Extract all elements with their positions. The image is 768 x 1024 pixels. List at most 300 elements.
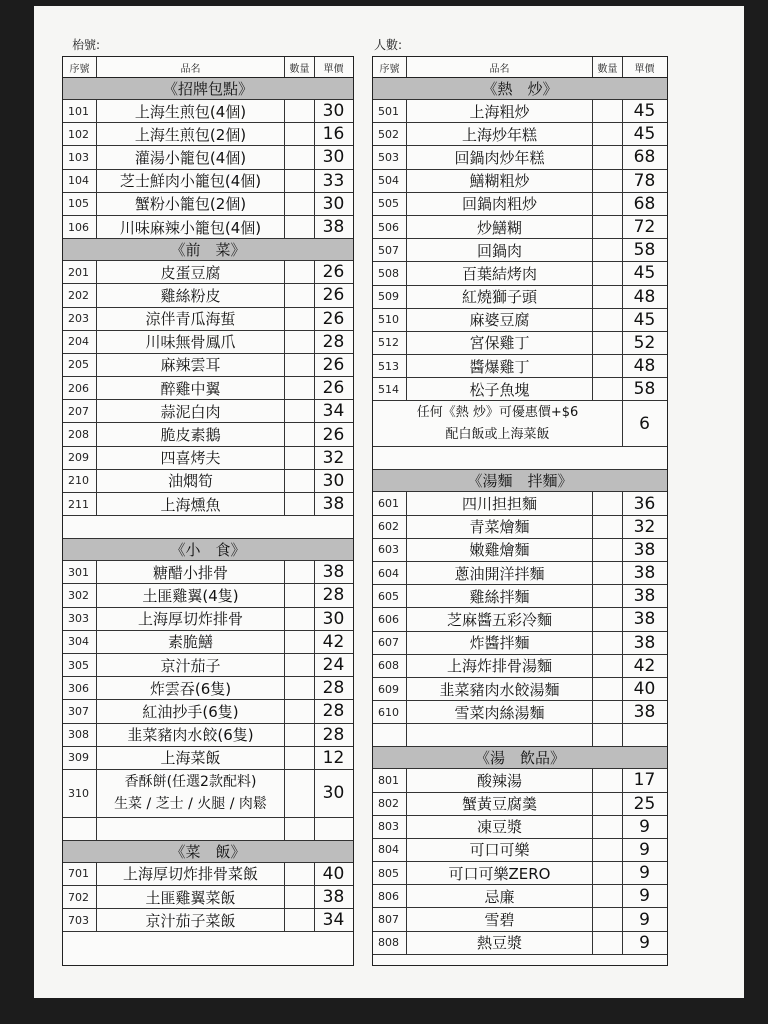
item-number: 204: [63, 331, 97, 353]
item-price: 30: [322, 470, 345, 491]
item-number: 310: [63, 770, 97, 817]
quantity-cell[interactable]: [593, 701, 623, 723]
quantity-cell[interactable]: [285, 608, 315, 630]
item-number: 607: [373, 632, 407, 654]
item-price: 34: [322, 401, 345, 422]
menu-item-row[interactable]: [63, 146, 353, 169]
item-price: 9: [639, 932, 650, 953]
menu-item-row[interactable]: [63, 724, 353, 747]
item-number: 202: [63, 284, 97, 306]
item-price: 40: [322, 863, 345, 884]
item-price: 38: [322, 887, 345, 908]
item-name: 上海粗炒: [407, 100, 593, 122]
quantity-cell[interactable]: [285, 493, 315, 515]
menu-item-row[interactable]: [373, 793, 667, 816]
menu-item-row[interactable]: [63, 447, 353, 470]
quantity-cell[interactable]: [285, 700, 315, 722]
item-price: 40: [633, 679, 656, 700]
item-price: 38: [633, 609, 656, 630]
item-price: 9: [639, 886, 650, 907]
item-number: 806: [373, 885, 407, 907]
item-name: 土匪雞翼菜飯: [97, 886, 285, 908]
item-number: 508: [373, 262, 407, 284]
item-price: 17: [633, 770, 656, 791]
item-name: 炸雲吞(6隻): [97, 677, 285, 699]
item-price: 26: [322, 285, 345, 306]
item-price: 42: [633, 655, 656, 676]
item-name: 土匪雞翼(4隻): [97, 584, 285, 606]
item-price: 45: [633, 309, 656, 330]
menu-item-row[interactable]: [63, 909, 353, 932]
menu-item-row[interactable]: [63, 284, 353, 307]
item-number: 302: [63, 584, 97, 606]
blank-cell: [407, 724, 593, 746]
quantity-cell[interactable]: [593, 793, 623, 815]
quantity-cell[interactable]: [285, 631, 315, 653]
section-title: 《招牌包點》: [63, 78, 353, 100]
menu-item-row[interactable]: [63, 886, 353, 909]
item-name: 川味無骨鳳爪: [97, 331, 285, 353]
item-price: 38: [633, 702, 656, 723]
item-name: 炸醬拌麵: [407, 632, 593, 654]
item-price: 9: [639, 816, 650, 837]
item-number: 203: [63, 308, 97, 330]
menu-item-row[interactable]: [63, 584, 353, 607]
quantity-cell[interactable]: [593, 908, 623, 930]
menu-item-row[interactable]: [373, 701, 667, 724]
menu-item-row[interactable]: [373, 332, 667, 355]
quantity-cell[interactable]: [285, 561, 315, 583]
menu-item-row[interactable]: [373, 492, 667, 515]
blank-cell: [285, 818, 315, 840]
quantity-cell[interactable]: [285, 724, 315, 746]
item-name: 百葉結烤肉: [407, 262, 593, 284]
quantity-cell[interactable]: [593, 492, 623, 514]
blank-cell: [97, 818, 285, 840]
item-name: 四喜烤夫: [97, 447, 285, 469]
quantity-cell[interactable]: [593, 100, 623, 122]
quantity-cell[interactable]: [285, 400, 315, 422]
menu-item-row[interactable]: [373, 655, 667, 678]
item-number: 701: [63, 863, 97, 885]
quantity-cell[interactable]: [285, 170, 315, 192]
menu-item-row[interactable]: [373, 170, 667, 193]
item-price: 24: [322, 655, 345, 676]
item-price: 9: [639, 839, 650, 860]
item-number: 103: [63, 146, 97, 168]
item-number: 303: [63, 608, 97, 630]
item-price: 28: [322, 724, 345, 745]
item-name: 上海厚切炸排骨菜飯: [97, 863, 285, 885]
item-price: 25: [633, 793, 656, 814]
promo-price: 6: [639, 413, 650, 434]
item-number: 301: [63, 561, 97, 583]
quantity-cell[interactable]: [285, 470, 315, 492]
quantity-cell[interactable]: [285, 261, 315, 283]
menu-item-row[interactable]: [373, 562, 667, 585]
column-header-name: 品名: [97, 57, 285, 77]
item-name: 雞絲粉皮: [97, 284, 285, 306]
item-name: 熱豆漿: [407, 932, 593, 954]
item-price: 28: [322, 678, 345, 699]
item-number: 308: [63, 724, 97, 746]
item-number: 702: [63, 886, 97, 908]
item-number: 513: [373, 355, 407, 377]
quantity-cell[interactable]: [285, 193, 315, 215]
quantity-cell[interactable]: [285, 863, 315, 885]
item-name: 雞絲拌麵: [407, 585, 593, 607]
menu-item-row[interactable]: [63, 700, 353, 723]
item-name: 京汁茄子菜飯: [97, 909, 285, 931]
blank-cell: [63, 818, 97, 840]
item-number: 306: [63, 677, 97, 699]
item-name: 上海菜飯: [97, 747, 285, 769]
quantity-cell[interactable]: [593, 378, 623, 400]
item-price: 52: [633, 332, 656, 353]
quantity-cell[interactable]: [593, 655, 623, 677]
item-name: 回鍋肉: [407, 239, 593, 261]
item-price: 68: [633, 147, 656, 168]
column-header-price: 單價: [323, 63, 344, 75]
item-number: 805: [373, 862, 407, 884]
menu-item-row[interactable]: [63, 123, 353, 146]
quantity-cell[interactable]: [593, 862, 623, 884]
menu-item-row[interactable]: [373, 123, 667, 146]
quantity-cell[interactable]: [593, 146, 623, 168]
promo-line2: 配白飯或上海菜飯: [445, 426, 550, 442]
item-price: 30: [322, 147, 345, 168]
left-menu-table: [62, 56, 354, 966]
item-price: 34: [322, 910, 345, 931]
section-title: 《湯麵 拌麵》: [373, 470, 667, 492]
item-number: 205: [63, 354, 97, 376]
menu-item-row[interactable]: [63, 677, 353, 700]
quantity-cell[interactable]: [593, 309, 623, 331]
item-number: 509: [373, 286, 407, 308]
menu-item-row[interactable]: [63, 354, 353, 377]
menu-item-row[interactable]: [63, 100, 353, 123]
menu-item-row[interactable]: [63, 608, 353, 631]
column-header-no: 序號: [373, 57, 407, 77]
quantity-cell[interactable]: [593, 239, 623, 261]
menu-item-row[interactable]: [373, 608, 667, 631]
quantity-cell[interactable]: [593, 585, 623, 607]
quantity-cell[interactable]: [285, 284, 315, 306]
item-number: 207: [63, 400, 97, 422]
menu-item-row[interactable]: [373, 632, 667, 655]
quantity-cell[interactable]: [593, 816, 623, 838]
menu-item-row[interactable]: [373, 193, 667, 216]
item-price: 58: [633, 240, 656, 261]
blank-cell: [373, 724, 407, 746]
menu-item-row[interactable]: [373, 839, 667, 862]
item-number: 506: [373, 216, 407, 238]
menu-order-sheet: [34, 6, 744, 998]
item-number: 514: [373, 378, 407, 400]
blank-cell: [315, 818, 352, 840]
item-name: 芝士鮮肉小籠包(4個): [97, 170, 285, 192]
quantity-cell[interactable]: [285, 677, 315, 699]
quantity-cell[interactable]: [285, 308, 315, 330]
quantity-cell[interactable]: [593, 516, 623, 538]
item-name: 上海炒年糕: [407, 123, 593, 145]
item-name: 鱔糊粗炒: [407, 170, 593, 192]
menu-item-row[interactable]: [373, 816, 667, 839]
quantity-cell[interactable]: [593, 885, 623, 907]
item-price: 45: [633, 101, 656, 122]
people-count-label: 人數:: [374, 38, 403, 52]
item-number: 501: [373, 100, 407, 122]
section-title: 《小 食》: [63, 539, 353, 561]
menu-item-row[interactable]: [63, 400, 353, 423]
promo-line1: 任何《熱 炒》可優惠價+$6: [416, 404, 579, 420]
menu-item-row[interactable]: [63, 216, 353, 239]
item-name: 涼伴青瓜海蜇: [97, 308, 285, 330]
item-number: 808: [373, 932, 407, 954]
item-price: 58: [633, 379, 656, 400]
quantity-cell[interactable]: [593, 678, 623, 700]
column-header-row: [63, 57, 353, 78]
section-title: 《熱 炒》: [373, 78, 667, 100]
item-price: 30: [322, 193, 345, 214]
menu-item-row[interactable]: [63, 261, 353, 284]
quantity-cell[interactable]: [593, 932, 623, 954]
item-number: 102: [63, 123, 97, 145]
item-price: 36: [633, 493, 656, 514]
column-header-price: 單價: [634, 63, 655, 75]
quantity-cell[interactable]: [285, 747, 315, 769]
item-price: 26: [322, 378, 345, 399]
item-price: 38: [633, 539, 656, 560]
item-number: 603: [373, 539, 407, 561]
item-name: 嫩雞燴麵: [407, 539, 593, 561]
menu-item-row[interactable]: [373, 239, 667, 262]
quantity-cell[interactable]: [593, 632, 623, 654]
item-number: 510: [373, 309, 407, 331]
quantity-cell[interactable]: [593, 286, 623, 308]
menu-item-row[interactable]: [63, 377, 353, 400]
item-name: 醉雞中翼: [97, 377, 285, 399]
item-price: 78: [633, 170, 656, 191]
item-price: 28: [322, 331, 345, 352]
item-price: 45: [633, 263, 656, 284]
menu-item-row[interactable]: [373, 516, 667, 539]
menu-item-row[interactable]: [63, 770, 353, 818]
blank-cell: [623, 724, 666, 746]
item-price: 48: [633, 356, 656, 377]
item-number: 610: [373, 701, 407, 723]
menu-item-row[interactable]: [373, 262, 667, 285]
item-price: 30: [322, 101, 345, 122]
item-price: 45: [633, 124, 656, 145]
item-price: 30: [322, 608, 345, 629]
menu-item-row[interactable]: [63, 561, 353, 584]
menu-item-row[interactable]: [373, 378, 667, 401]
item-number: 505: [373, 193, 407, 215]
item-number: 503: [373, 146, 407, 168]
menu-item-row[interactable]: [373, 539, 667, 562]
item-name: 可口可樂: [407, 839, 593, 861]
menu-item-row[interactable]: [373, 585, 667, 608]
menu-item-row[interactable]: [373, 286, 667, 309]
item-name: 川味麻辣小籠包(4個): [97, 216, 285, 238]
item-price: 28: [322, 585, 345, 606]
item-number: 801: [373, 769, 407, 791]
item-name: 麻辣雲耳: [97, 354, 285, 376]
item-number: 309: [63, 747, 97, 769]
menu-item-row[interactable]: [63, 631, 353, 654]
quantity-cell[interactable]: [285, 584, 315, 606]
item-number: 101: [63, 100, 97, 122]
item-name: 宮保雞丁: [407, 332, 593, 354]
menu-item-row[interactable]: [373, 146, 667, 169]
quantity-cell[interactable]: [285, 447, 315, 469]
item-name: 青菜燴麵: [407, 516, 593, 538]
quantity-cell[interactable]: [285, 886, 315, 908]
column-header-no: 序號: [63, 57, 97, 77]
item-name: 酸辣湯: [407, 769, 593, 791]
item-number: 211: [63, 493, 97, 515]
menu-item-row[interactable]: [63, 470, 353, 493]
item-name: 紅油抄手(6隻): [97, 700, 285, 722]
item-price: 9: [639, 909, 650, 930]
item-price: 26: [322, 308, 345, 329]
right-menu-table: [372, 56, 668, 966]
quantity-cell[interactable]: [285, 331, 315, 353]
item-number: 609: [373, 678, 407, 700]
item-number: 604: [373, 562, 407, 584]
quantity-cell[interactable]: [285, 146, 315, 168]
column-header-qty: 數量: [593, 57, 623, 77]
promo-row: [373, 401, 667, 447]
menu-item-row[interactable]: [373, 769, 667, 792]
menu-item-row[interactable]: [63, 170, 353, 193]
item-price: 72: [633, 217, 656, 238]
quantity-cell[interactable]: [285, 423, 315, 445]
menu-item-row[interactable]: [373, 678, 667, 701]
item-number: 208: [63, 423, 97, 445]
item-name: 四川担担麵: [407, 492, 593, 514]
item-price: 12: [322, 747, 345, 768]
item-name: 芝麻醬五彩冷麵: [407, 608, 593, 630]
menu-item-row[interactable]: [63, 493, 353, 516]
item-number: 507: [373, 239, 407, 261]
item-number: 803: [373, 816, 407, 838]
quantity-cell[interactable]: [593, 539, 623, 561]
section-title: 《湯 飲品》: [373, 747, 667, 769]
quantity-cell[interactable]: [593, 608, 623, 630]
quantity-cell[interactable]: [285, 100, 315, 122]
menu-item-row[interactable]: [373, 100, 667, 123]
item-name: 上海生煎包(4個): [97, 100, 285, 122]
item-price: 26: [322, 354, 345, 375]
quantity-cell[interactable]: [593, 355, 623, 377]
item-price: 42: [322, 631, 345, 652]
menu-item-row[interactable]: [63, 193, 353, 216]
quantity-cell[interactable]: [593, 193, 623, 215]
item-price: 30: [322, 783, 345, 804]
menu-item-row[interactable]: [63, 747, 353, 770]
menu-item-row[interactable]: [63, 863, 353, 886]
item-price: 38: [322, 494, 345, 515]
item-number: 304: [63, 631, 97, 653]
item-price: 38: [633, 563, 656, 584]
item-name: 上海燻魚: [97, 493, 285, 515]
quantity-cell[interactable]: [593, 262, 623, 284]
quantity-cell[interactable]: [285, 216, 315, 238]
quantity-cell[interactable]: [285, 654, 315, 676]
item-price: 16: [322, 124, 345, 145]
menu-item-row[interactable]: [373, 862, 667, 885]
quantity-cell[interactable]: [285, 909, 315, 931]
item-number: 106: [63, 216, 97, 238]
quantity-cell[interactable]: [593, 769, 623, 791]
item-price: 28: [322, 701, 345, 722]
item-name: 蟹粉小籠包(2個): [97, 193, 285, 215]
quantity-cell[interactable]: [593, 562, 623, 584]
item-name: [97, 770, 285, 817]
item-name: 醬爆雞丁: [407, 355, 593, 377]
item-name: 上海生煎包(2個): [97, 123, 285, 145]
blank-gap: [63, 516, 353, 539]
item-number: 512: [373, 332, 407, 354]
item-price: 33: [322, 170, 345, 191]
item-price: 38: [633, 632, 656, 653]
quantity-cell[interactable]: [593, 170, 623, 192]
menu-item-row[interactable]: [63, 331, 353, 354]
item-number: 703: [63, 909, 97, 931]
quantity-cell[interactable]: [593, 123, 623, 145]
quantity-cell[interactable]: [285, 354, 315, 376]
quantity-cell[interactable]: [285, 123, 315, 145]
item-number: 104: [63, 170, 97, 192]
item-number: 608: [373, 655, 407, 677]
section-title: 《前 菜》: [63, 239, 353, 261]
item-name: 素脆鱔: [97, 631, 285, 653]
menu-item-row[interactable]: [373, 908, 667, 931]
item-number: 504: [373, 170, 407, 192]
quantity-cell[interactable]: [593, 332, 623, 354]
quantity-cell[interactable]: [593, 839, 623, 861]
item-price: 9: [639, 863, 650, 884]
quantity-cell[interactable]: [593, 216, 623, 238]
item-number: 209: [63, 447, 97, 469]
blank-cell: [593, 724, 623, 746]
item-name: 韭菜豬肉水餃湯麵: [407, 678, 593, 700]
menu-item-row[interactable]: [63, 654, 353, 677]
menu-item-row[interactable]: [63, 308, 353, 331]
quantity-cell[interactable]: [285, 770, 315, 817]
menu-item-row[interactable]: [373, 216, 667, 239]
item-number: 206: [63, 377, 97, 399]
menu-item-row[interactable]: [373, 885, 667, 908]
table-number-label: 枱號:: [72, 38, 101, 52]
item-name: 蒜泥白肉: [97, 400, 285, 422]
item-number: 606: [373, 608, 407, 630]
item-number: 804: [373, 839, 407, 861]
quantity-cell[interactable]: [285, 377, 315, 399]
item-number: 802: [373, 793, 407, 815]
menu-item-row[interactable]: [373, 932, 667, 955]
item-name: 上海炸排骨湯麵: [407, 655, 593, 677]
blank-gap: [373, 447, 667, 470]
item-number: 605: [373, 585, 407, 607]
menu-item-row[interactable]: [373, 355, 667, 378]
item-number: 210: [63, 470, 97, 492]
menu-item-row[interactable]: [63, 423, 353, 446]
menu-item-row[interactable]: [373, 309, 667, 332]
item-name: 雪菜肉絲湯麵: [407, 701, 593, 723]
